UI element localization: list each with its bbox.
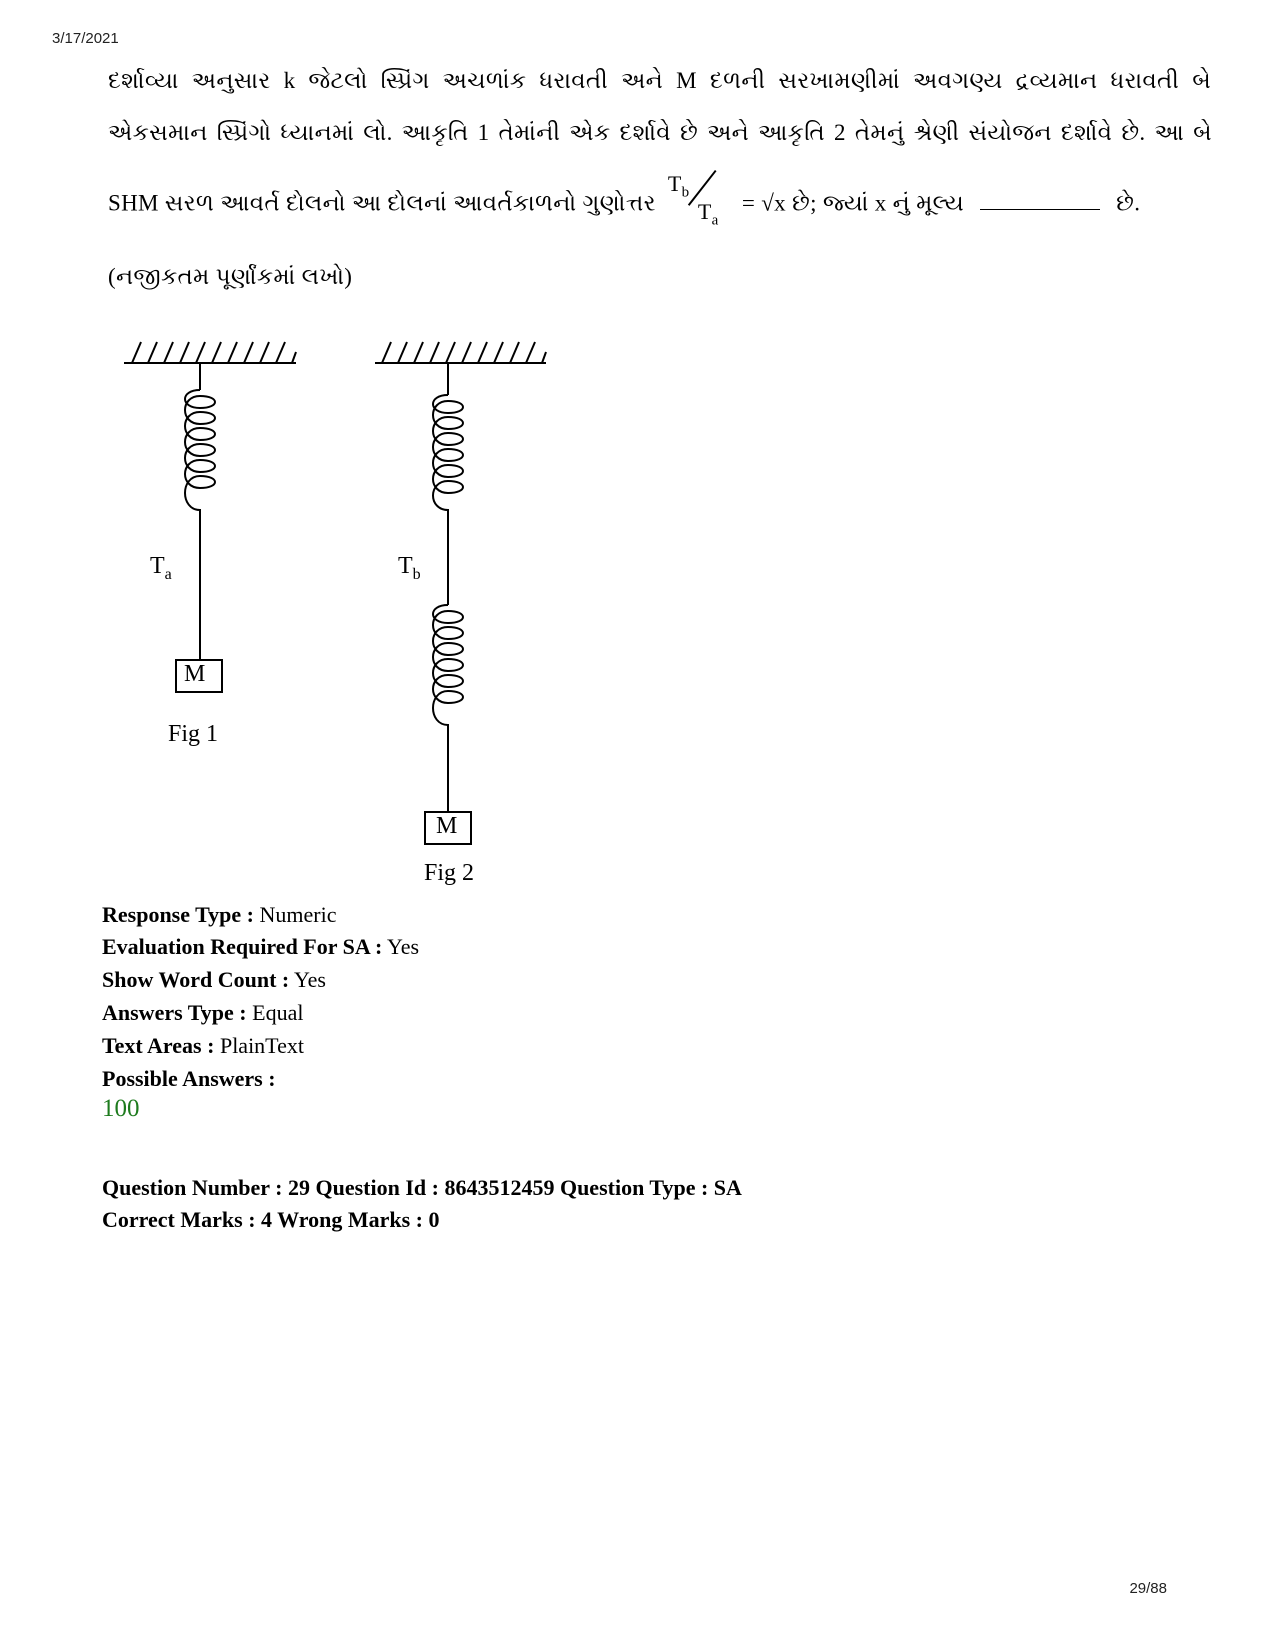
fig1-period-label: $T_a$ [150,553,172,583]
question-text-line-3 [108,171,1141,229]
next-question-header: Question Number : 29 Question Id : 8643512459 Question Type : SA [102,1175,742,1200]
fig2-upper-spring [433,363,463,605]
fig1-ceiling [124,342,296,363]
fig1-caption: Fig 1 [168,721,219,747]
period-ratio-fraction [667,171,730,229]
fig2-ceiling [375,342,546,363]
fig2-period-label: $T_b$ [398,553,421,583]
page-number: 29/88 [1129,1580,1167,1597]
fig1-mass-label: M [184,661,206,687]
detail-text-areas: Text Areas : PlainText [102,1033,304,1058]
possible-answer-value: 100 [102,1095,140,1122]
fig2-mass-label: M [436,813,458,839]
detail-response-type: Response Type : Numeric [102,902,337,927]
question-instruction: (નજીકતમ પૂર્ણાંકમાં લખો) [108,264,353,289]
question-text-line-3-mid: = √x છે; જ્યાં x નું મૂલ્ય [741,190,965,216]
fig2-caption: Fig 2 [424,860,475,886]
fraction-denominator: $T_a$ [697,199,719,229]
detail-evaluation-required: Evaluation Required For SA : Yes [102,934,420,959]
fraction-numerator: $T_b$ [667,171,690,201]
detail-possible-answers: Possible Answers : [102,1066,276,1091]
print-date: 3/17/2021 [52,30,119,47]
fig1-spring [185,363,215,660]
detail-answers-type: Answers Type : Equal [102,1000,304,1025]
spring-figure [110,330,590,910]
fig2-lower-spring [433,605,463,812]
question-text-line-1: દર્શાવ્યા અનુસાર k જેટલો સ્પ્રિંગ અચળાંક ધરાવતી અને M દળની સરખામણીમાં અવગણ્ય દ્રવ્યમાન ધરાવતી બે [108,68,1212,93]
question-text-line-3-start: SHM સરળ આવર્ત દોલનો આ દોલનાં આવર્તકાળનો ગુણોત્તર [108,190,656,216]
question-text-line-2: એકસમાન સ્પ્રિંગો ધ્યાનમાં લો. આકૃતિ 1 તેમાંની એક દર્શાવે છે અને આકૃતિ 2 તેમનું શ્રેણી સંયોજન દર્શાવે છે. આ બે [108,120,1212,145]
question-text-line-3-end: છે. [1116,190,1141,216]
answer-blank [980,191,1100,210]
next-question-marks: Correct Marks : 4 Wrong Marks : 0 [102,1207,440,1232]
detail-show-word-count: Show Word Count : Yes [102,967,326,992]
